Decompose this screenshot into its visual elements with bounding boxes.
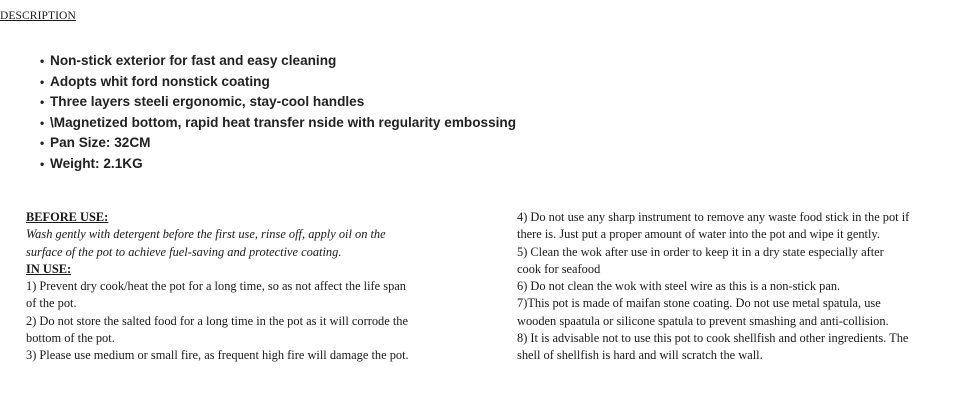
instruction-line: 8) It is advisable not to use this pot to cook shellfish and other ingredients. The — [517, 331, 909, 346]
usage-instructions-left — [26, 209, 466, 365]
feature-list — [40, 51, 516, 175]
usage-instructions-right — [517, 209, 960, 365]
before-use-text: surface of the pot to achieve fuel-saving and protective coating. — [26, 244, 342, 259]
instruction-line: cook for seafood — [517, 261, 601, 276]
instruction-line: wooden spaatula or silicone spatula to prevent smashing and anti-collision. — [517, 313, 889, 328]
bullet-icon: • — [40, 115, 45, 130]
feature-item: • Weight: 2.1KG — [40, 154, 516, 175]
instruction-line: 7)This pot is made of maifan stone coating. Do not use metal spatula, use — [517, 296, 881, 311]
description-heading: DESCRIPTION — [0, 10, 76, 22]
bullet-icon: • — [40, 156, 45, 171]
bullet-icon: • — [40, 136, 45, 151]
feature-item: • Adopts whit ford nonstick coating — [40, 72, 516, 93]
in-use-text: bottom of the pot. — [26, 331, 115, 346]
instruction-line: 6) Do not clean the wok with steel wire as this is a non-stick pan. — [517, 279, 841, 294]
instruction-line: shell of shellfish is hard and will scratch the wall. — [517, 348, 763, 363]
instruction-line: 4) Do not use any sharp instrument to remove any waste food stick in the pot if — [517, 210, 910, 224]
feature-item: • Pan Size: 32CM — [40, 133, 516, 154]
in-use-text: 1) Prevent dry cook/heat the pot for a long time, so as not affect the life span — [26, 279, 406, 294]
feature-item: • Non-stick exterior for fast and easy cleaning — [40, 51, 516, 72]
bullet-icon: • — [40, 95, 45, 110]
feature-item: • Three layers steeli ergonomic, stay-cool handles — [40, 92, 516, 113]
in-use-text: of the pot. — [26, 296, 77, 311]
instruction-line: 5) Clean the wok after use in order to keep it in a dry state especially after — [517, 244, 884, 259]
bullet-icon: • — [40, 74, 45, 89]
before-use-label: BEFORE USE: — [26, 210, 109, 224]
in-use-text: 2) Do not store the salted food for a long time in the pot as it will corrode the — [26, 313, 408, 328]
instruction-line: there is. Just put a proper amount of water into the pot and wipe it gently. — [517, 227, 880, 242]
feature-item: • \Magnetized bottom, rapid heat transfer nside with regularity embossing — [40, 113, 516, 134]
bullet-icon: • — [40, 54, 45, 68]
in-use-text: 3) Please use medium or small fire, as frequent high fire will damage the pot. — [26, 348, 409, 363]
in-use-label: IN USE: — [26, 261, 72, 276]
before-use-text: Wash gently with detergent before the first use, rinse off, apply oil on the — [26, 227, 386, 242]
